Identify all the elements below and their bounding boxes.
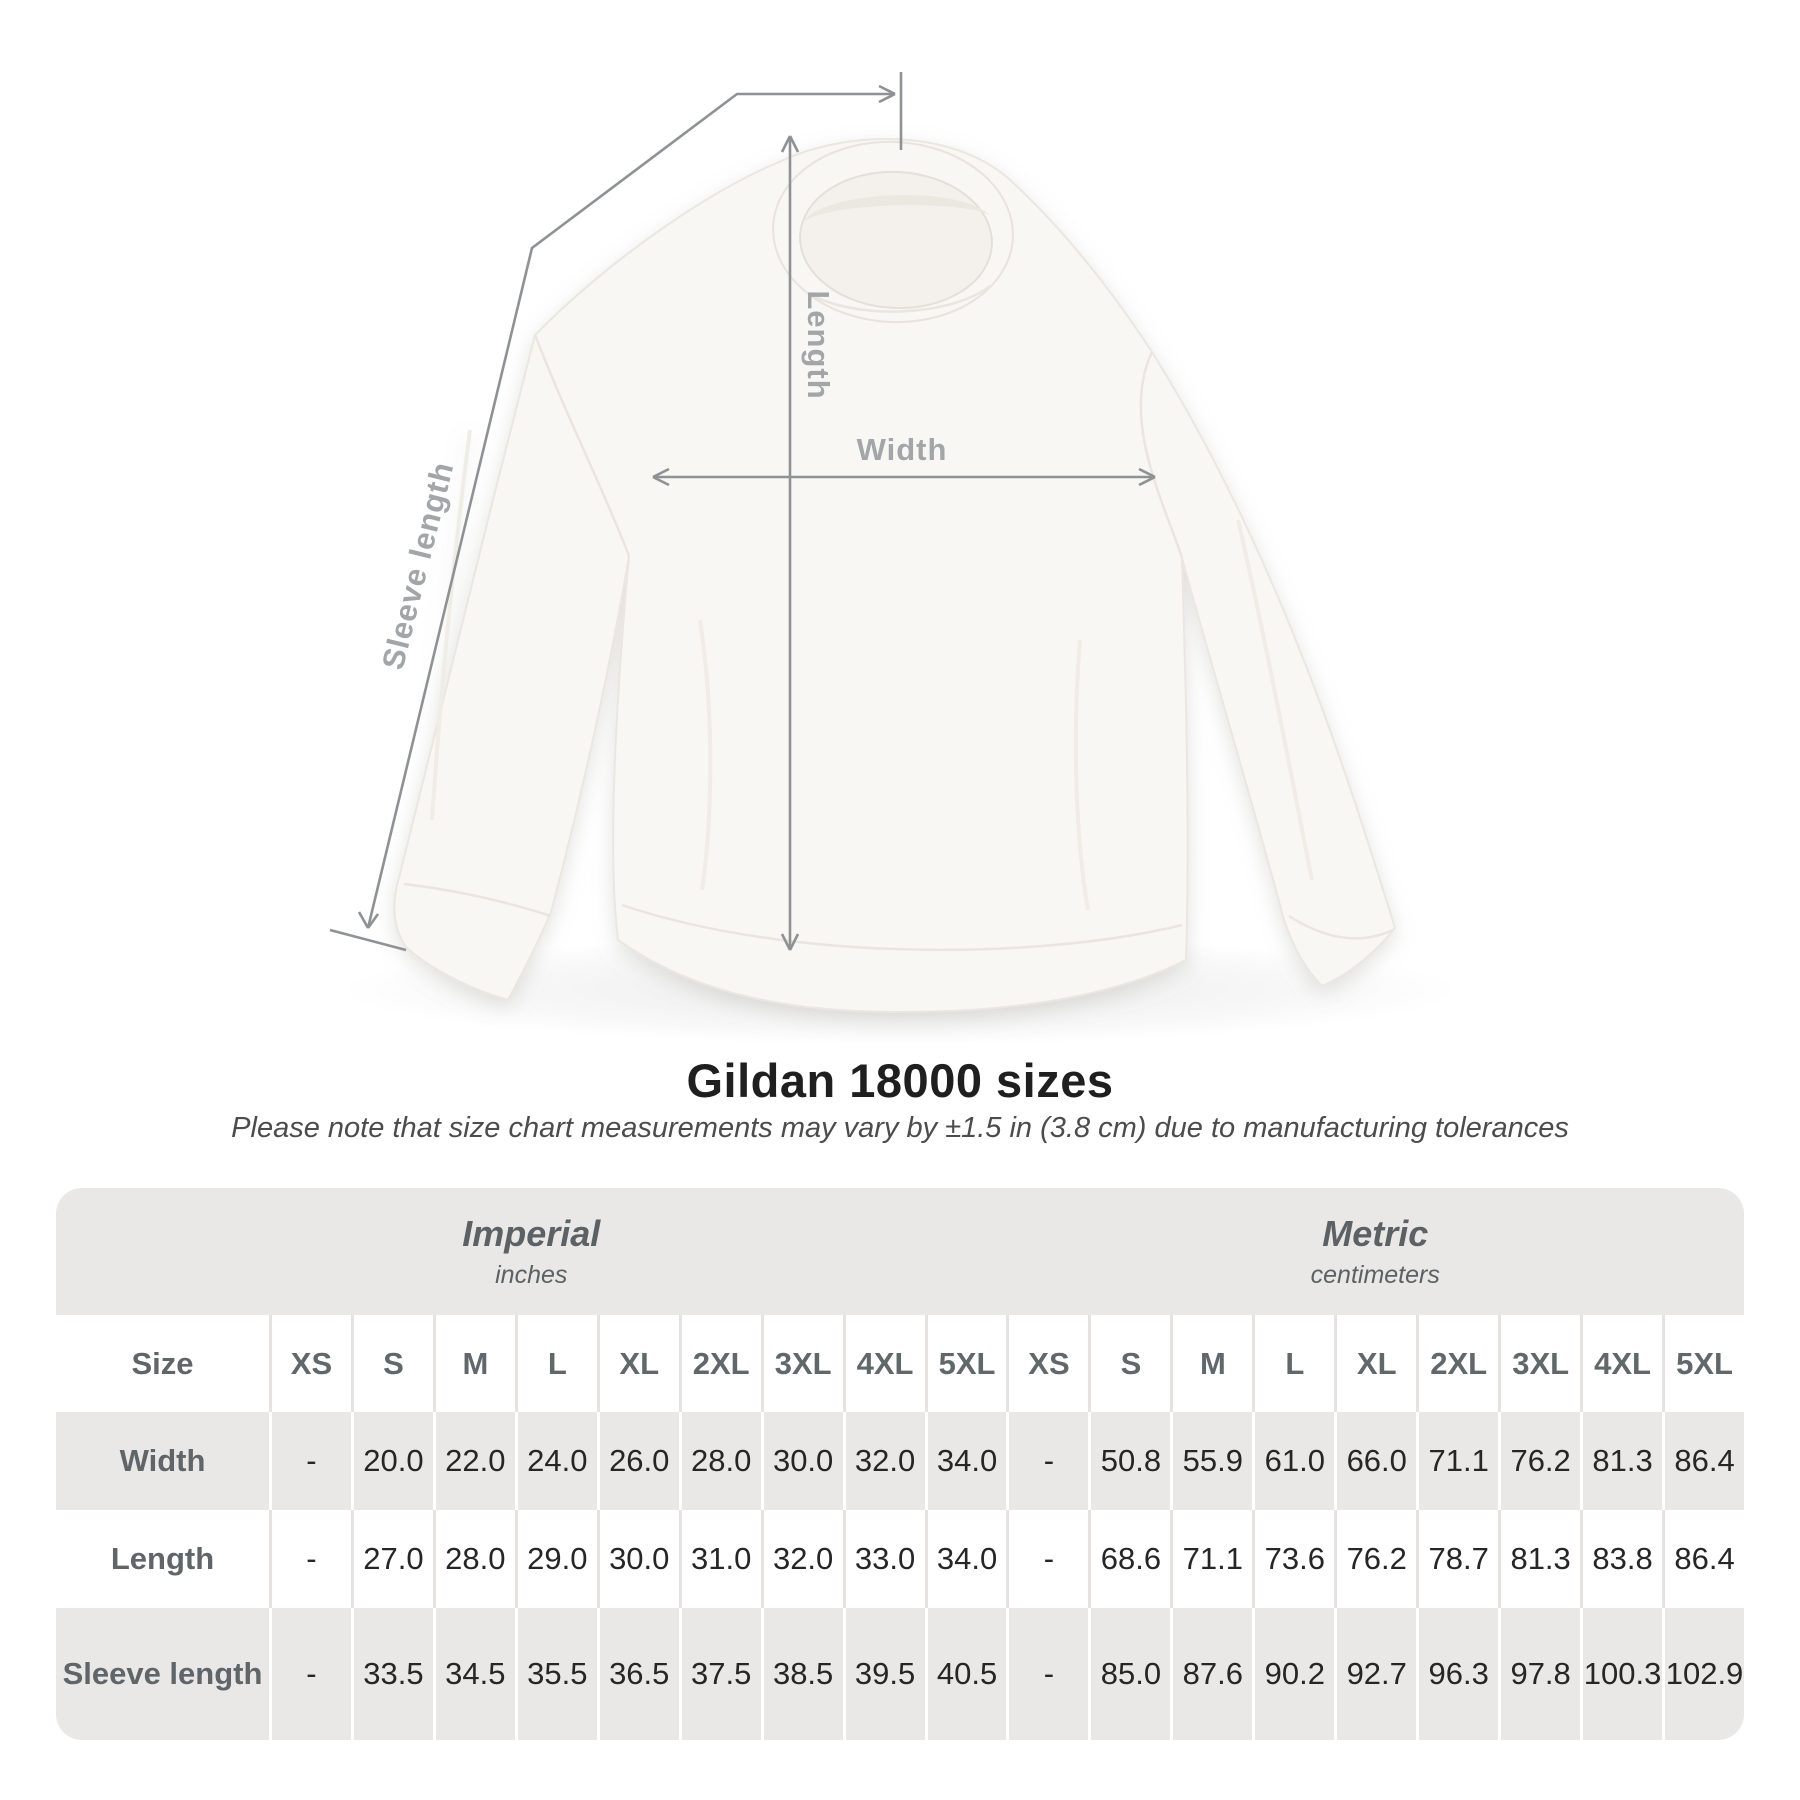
table-cell: -: [1006, 1412, 1088, 1510]
table-cell: 34.5: [433, 1608, 515, 1740]
table-cell: 81.3: [1580, 1412, 1662, 1510]
imperial-header: [56, 1188, 1007, 1315]
table-cell: 73.6: [1252, 1510, 1334, 1608]
size-col-header: 3XL: [1498, 1315, 1580, 1412]
table-cell: 40.5: [925, 1608, 1007, 1740]
table-cell: 24.0: [515, 1412, 597, 1510]
table-cell: 32.0: [761, 1510, 843, 1608]
table-cell: 81.3: [1498, 1510, 1580, 1608]
table-cell: 22.0: [433, 1412, 515, 1510]
table-cell: 29.0: [515, 1510, 597, 1608]
table-cell: 33.5: [351, 1608, 433, 1740]
size-col-header: 5XL: [1662, 1315, 1744, 1412]
metric-label: Metric: [1322, 1213, 1429, 1254]
table-cell: 100.3: [1580, 1608, 1662, 1740]
size-col-header: 4XL: [1580, 1315, 1662, 1412]
table-cell: 36.5: [597, 1608, 679, 1740]
table-cell: 30.0: [761, 1412, 843, 1510]
table-cell: 28.0: [679, 1412, 761, 1510]
table-cell: 97.8: [1498, 1608, 1580, 1740]
table-cell: 71.1: [1170, 1510, 1252, 1608]
size-col-header: XS: [269, 1315, 351, 1412]
size-col-header: 3XL: [761, 1315, 843, 1412]
table-cell: 34.0: [925, 1510, 1007, 1608]
sleeve-length-label: Sleeve length: [375, 457, 461, 673]
table-cell: 37.5: [679, 1608, 761, 1740]
metric-sublabel: centimeters: [1310, 1261, 1440, 1289]
table-cell: 86.4: [1662, 1510, 1744, 1608]
size-col-header: XL: [1334, 1315, 1416, 1412]
size-col-header: 5XL: [925, 1315, 1007, 1412]
table-cell: 86.4: [1662, 1412, 1744, 1510]
table-cell: -: [1006, 1608, 1088, 1740]
width-label: Width: [856, 432, 948, 467]
size-col-header: XL: [597, 1315, 679, 1412]
table-cell: -: [269, 1412, 351, 1510]
table-cell: -: [269, 1608, 351, 1740]
table-cell: 33.0: [843, 1510, 925, 1608]
table-cell: 31.0: [679, 1510, 761, 1608]
size-col-header: L: [515, 1315, 597, 1412]
table-cell: 66.0: [1334, 1412, 1416, 1510]
table-cell: 61.0: [1252, 1412, 1334, 1510]
row-label-length: Length: [110, 1541, 215, 1576]
size-col-header: 4XL: [843, 1315, 925, 1412]
size-col-header: M: [1170, 1315, 1252, 1412]
size-col-header: S: [1088, 1315, 1170, 1412]
size-header-label: Size: [131, 1345, 194, 1381]
table-cell: 90.2: [1252, 1608, 1334, 1740]
table-cell: -: [269, 1510, 351, 1608]
metric-header: [1007, 1188, 1745, 1315]
sweatshirt: [394, 136, 1395, 1012]
tolerance-note: Please note that size chart measurements may vary by ±1.5 in (3.8 cm) due to manufacturing tolerances: [231, 1112, 1569, 1144]
table-cell: 39.5: [843, 1608, 925, 1740]
table-cell: 71.1: [1416, 1412, 1498, 1510]
table-cell: 38.5: [761, 1608, 843, 1740]
size-header-row: [56, 1315, 1744, 1412]
row-label-sleeve-length: Sleeve length: [62, 1656, 263, 1691]
unit-header-row: [56, 1188, 1744, 1315]
sleeve-cuff-tick: [330, 930, 406, 950]
size-col-header: 2XL: [679, 1315, 761, 1412]
table-cell: 35.5: [515, 1608, 597, 1740]
table-row-width: [56, 1412, 1744, 1510]
table-cell: 96.3: [1416, 1608, 1498, 1740]
size-col-header: L: [1252, 1315, 1334, 1412]
size-col-header: M: [433, 1315, 515, 1412]
table-cell: 83.8: [1580, 1510, 1662, 1608]
table-cell: 78.7: [1416, 1510, 1498, 1608]
size-col-header: XS: [1006, 1315, 1088, 1412]
table-row-sleeve-length: [56, 1608, 1744, 1740]
table-cell: 32.0: [843, 1412, 925, 1510]
length-label: Length: [801, 290, 836, 400]
table-cell: 76.2: [1498, 1412, 1580, 1510]
table-row-length: [56, 1510, 1744, 1608]
table-cell: 85.0: [1088, 1608, 1170, 1740]
table-cell: 50.8: [1088, 1412, 1170, 1510]
table-cell: 87.6: [1170, 1608, 1252, 1740]
imperial-sublabel: inches: [495, 1261, 568, 1289]
table-cell: 76.2: [1334, 1510, 1416, 1608]
table-cell: 55.9: [1170, 1412, 1252, 1510]
table-cell: 20.0: [351, 1412, 433, 1510]
table-cell: 102.9: [1662, 1608, 1744, 1740]
table-cell: -: [1006, 1510, 1088, 1608]
size-col-header: S: [351, 1315, 433, 1412]
table-cell: 26.0: [597, 1412, 679, 1510]
table-cell: 92.7: [1334, 1608, 1416, 1740]
size-col-header: 2XL: [1416, 1315, 1498, 1412]
imperial-label: Imperial: [462, 1213, 601, 1254]
table-cell: 34.0: [925, 1412, 1007, 1510]
row-label-width: Width: [119, 1443, 206, 1478]
table-cell: 28.0: [433, 1510, 515, 1608]
size-table: [56, 1188, 1744, 1740]
page-title: Gildan 18000 sizes: [686, 1054, 1114, 1107]
table-cell: 68.6: [1088, 1510, 1170, 1608]
table-cell: 30.0: [597, 1510, 679, 1608]
table-cell: 27.0: [351, 1510, 433, 1608]
